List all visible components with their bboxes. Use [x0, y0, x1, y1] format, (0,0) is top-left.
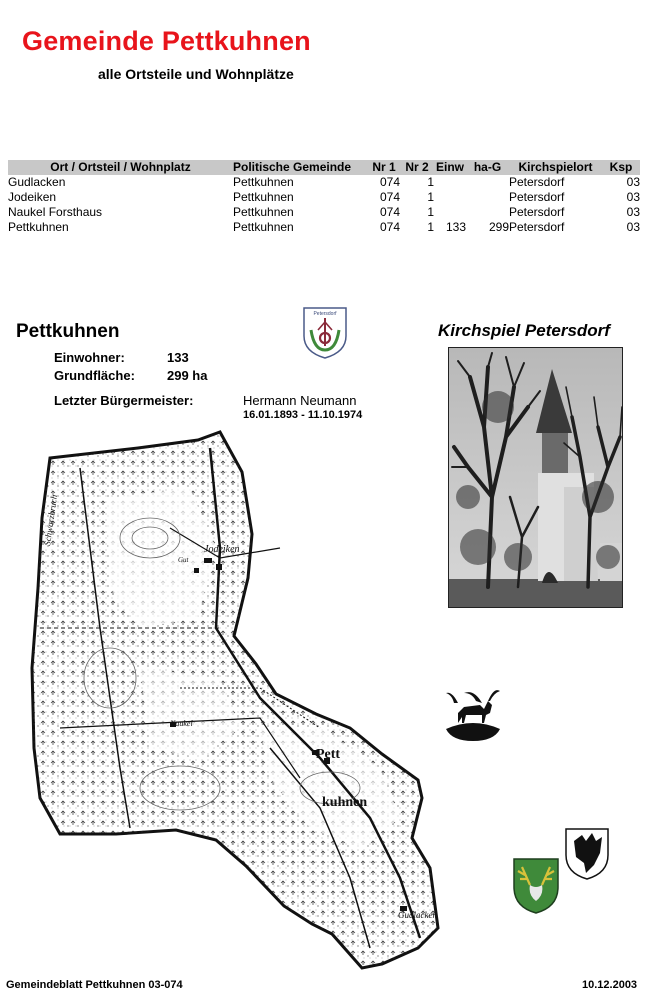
einwohner-value: 133: [167, 350, 189, 365]
buergermeister-name: Hermann Neumann: [243, 393, 357, 408]
column-header: ha-G: [466, 160, 509, 175]
table-cell: Petersdorf: [509, 205, 565, 219]
map-icon: [20, 428, 445, 978]
table-cell: 1: [427, 205, 434, 219]
localities-table: [8, 160, 640, 235]
page-title: Gemeinde Pettkuhnen: [22, 26, 311, 56]
column-header: Kirchspielort: [509, 160, 602, 175]
table-row: [8, 220, 640, 235]
table-cell: Pettkuhnen: [233, 205, 294, 219]
table-cell: [466, 190, 509, 205]
column-header: Ort / Ortsteil / Wohnplatz: [8, 160, 233, 175]
table-cell: Gudlacken: [8, 175, 66, 189]
column-header: Ksp: [602, 160, 640, 175]
map-label-schwarzbruch: Schwarzbruch: [42, 493, 60, 547]
table-cell: 03: [626, 175, 640, 189]
place-name: Pettkuhnen: [16, 321, 120, 342]
table-cell: 03: [626, 205, 640, 219]
table-cell: 1: [427, 190, 434, 204]
column-header: Politische Gemeinde: [233, 160, 368, 175]
table-cell: 074: [379, 190, 400, 204]
flaeche-value: 299 ha: [167, 368, 208, 383]
table-cell: 03: [626, 220, 640, 234]
buergermeister-label: Letzter Bürgermeister:: [54, 393, 194, 408]
stag-crest-icon: [512, 857, 560, 915]
kirchspiel-title: Kirchspiel Petersdorf: [438, 321, 610, 340]
table-cell: 299: [488, 220, 509, 234]
buergermeister-dates: 16.01.1893 - 11.10.1974: [243, 409, 363, 421]
table-cell: [466, 205, 509, 220]
table-cell: Pettkuhnen: [233, 175, 294, 189]
table-cell: [434, 205, 466, 220]
map-label-gut: Gut: [178, 556, 189, 564]
table-cell: 1: [427, 175, 434, 189]
table-cell: Pettkuhnen: [233, 220, 294, 234]
einwohner-label: Einwohner:: [54, 350, 125, 365]
map-label-pett: Pett: [316, 747, 341, 762]
eagle-crest-icon: [564, 827, 610, 881]
flaeche-label: Grundfläche:: [54, 368, 135, 383]
map-label-kuhnen: kuhnen: [322, 795, 368, 810]
column-header: Einw: [435, 160, 464, 174]
table-header-row: [8, 160, 640, 175]
church-photo: [448, 347, 623, 608]
map-label-jodeiken: Jodeiken: [204, 544, 240, 555]
column-header: Nr 1: [368, 160, 400, 175]
table-cell: 074: [379, 220, 400, 234]
map-label-gudlacken: Gudlacken: [398, 910, 437, 920]
table-row: [8, 205, 640, 220]
elk-icon: [444, 683, 502, 743]
table-cell: Petersdorf: [509, 220, 565, 234]
table-cell: [434, 190, 466, 205]
table-cell: Naukel Forsthaus: [8, 205, 103, 219]
footer-date: 10.12.2003: [582, 979, 638, 991]
table-row: [8, 175, 640, 190]
table-cell: Jodeiken: [8, 190, 57, 204]
crest-icon: [302, 306, 348, 360]
table-cell: Pettkuhnen: [8, 220, 69, 234]
page-subtitle: alle Ortsteile und Wohnplätze: [98, 66, 294, 82]
table-cell: 133: [445, 220, 466, 234]
map-label-naukel: Naukel: [170, 719, 193, 728]
column-header: Nr 2: [400, 160, 434, 175]
table-cell: 1: [427, 220, 434, 234]
table-cell: 074: [379, 205, 400, 219]
table-body: [8, 175, 640, 235]
table-cell: Petersdorf: [509, 190, 565, 204]
table-cell: [434, 175, 466, 190]
footer-left: Gemeindeblatt Pettkuhnen 03-074: [6, 979, 183, 991]
table-cell: Pettkuhnen: [233, 190, 294, 204]
table-cell: 03: [626, 190, 640, 204]
table-cell: 074: [379, 175, 400, 189]
table-row: [8, 190, 640, 205]
crest-label: Petersdorf: [313, 311, 337, 317]
table-cell: Petersdorf: [509, 175, 565, 189]
table-cell: [466, 175, 509, 190]
